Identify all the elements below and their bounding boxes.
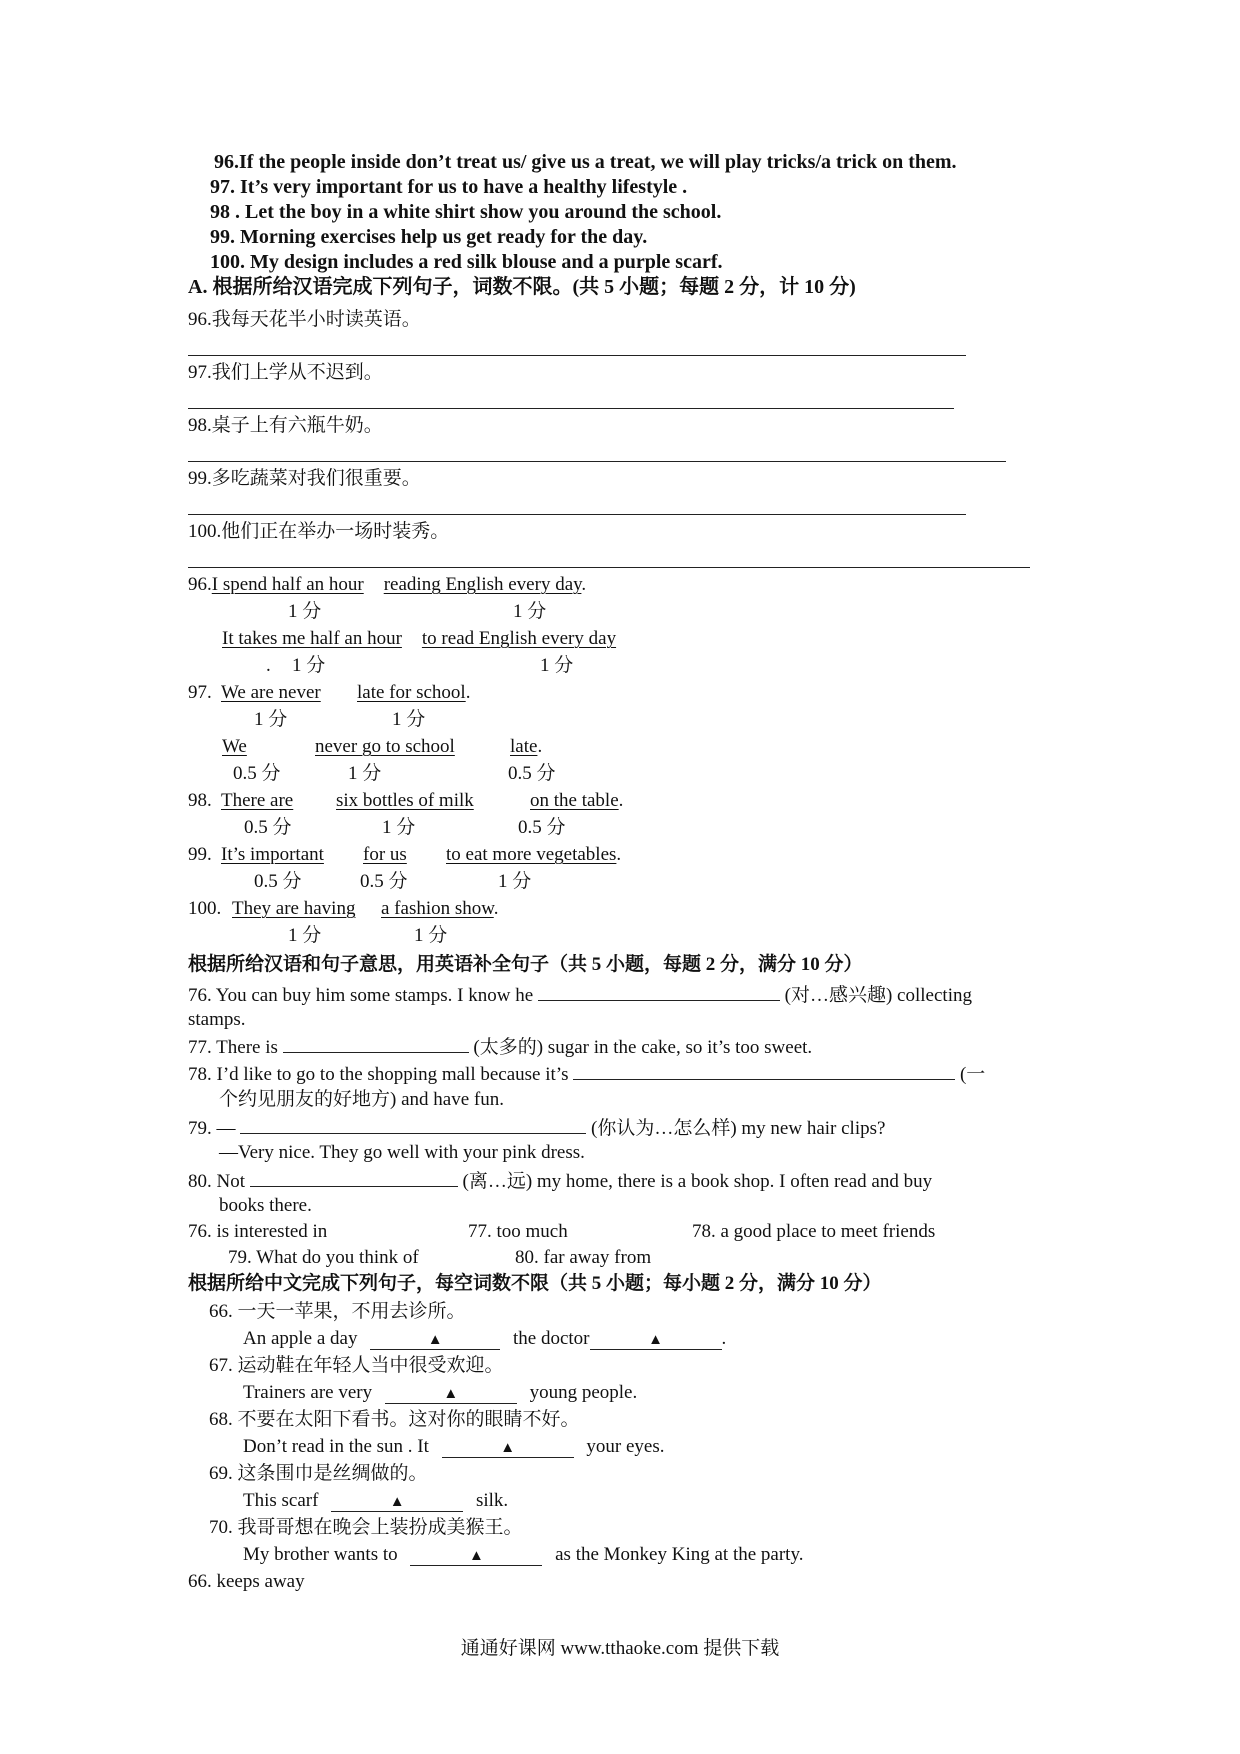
- question-text: Trainers are very: [243, 1382, 373, 1403]
- question-text: as the Monkey King at the party.: [555, 1544, 804, 1565]
- score-97-line1: [188, 681, 212, 705]
- question-98: 98.桌子上有六瓶牛奶。: [188, 415, 383, 436]
- question-76-cont: stamps.: [188, 1009, 246, 1030]
- question-text: My brother wants to: [243, 1544, 398, 1565]
- score-96-line2: [222, 627, 616, 651]
- blank-marker: ▲: [590, 1331, 722, 1350]
- question-text: Don’t read in the sun . It: [243, 1436, 429, 1457]
- answer-part: I spend half an hour: [211, 574, 364, 595]
- period: .: [721, 1328, 727, 1349]
- page-footer: 通通好课网 www.tthaoke.com 提供下载: [460, 1638, 780, 1659]
- question-69: [243, 1489, 508, 1513]
- answer-part: six bottles of milk: [336, 790, 474, 811]
- question-text: (一: [959, 1064, 986, 1085]
- section-a-heading: A. 根据所给汉语完成下列句子，词数不限。(共 5 小题；每题 2 分，计 10 分): [188, 276, 856, 298]
- question-text: young people.: [529, 1382, 638, 1403]
- answer-part: We: [222, 736, 247, 757]
- question-100: 100.他们正在举办一场时装秀。: [188, 521, 450, 542]
- score-label: 1 分: [414, 925, 448, 946]
- answer-part: We are never: [221, 682, 321, 703]
- answer-66: 66. keeps away: [188, 1571, 305, 1592]
- answer-part-wrap: [357, 681, 470, 705]
- answer-96: 96.If the people inside don’t treat us/ give us a treat, we will play tricks/a trick on them.: [214, 151, 957, 173]
- question-96: 96.我每天花半小时读英语。: [188, 309, 421, 330]
- question-text: This scarf: [243, 1490, 319, 1511]
- period: .: [465, 682, 471, 703]
- answer-part: They are having: [232, 898, 356, 919]
- score-label: 1 分: [292, 655, 326, 676]
- answer-76: 76. is interested in: [188, 1221, 328, 1242]
- score-label: 1 分: [382, 817, 416, 838]
- blank-line: [538, 982, 780, 1001]
- question-68: [243, 1435, 665, 1459]
- score-label: 1 分: [348, 763, 382, 784]
- question-76: [188, 982, 972, 1008]
- score-label: 0.5 分: [518, 817, 566, 838]
- score-label: 1 分: [540, 655, 574, 676]
- section-2-heading: 根据所给汉语和句子意思，用英语补全句子（共 5 小题，每题 2 分，满分 10 分）: [188, 954, 863, 975]
- score-label: 1 分: [288, 601, 322, 622]
- answer-97: 97. It’s very important for us to have a healthy lifestyle .: [210, 176, 688, 198]
- score-label: 0.5 分: [244, 817, 292, 838]
- answer-part: There are: [221, 790, 294, 811]
- answer-part-wrap: on the table.: [530, 790, 624, 811]
- question-number: 96.: [188, 574, 212, 595]
- score-label: 1 分: [513, 601, 547, 622]
- question-80-cont: books there.: [219, 1195, 312, 1216]
- answer-line: [188, 355, 966, 356]
- question-78: [188, 1061, 985, 1087]
- blank-marker: ▲: [385, 1385, 517, 1404]
- question-text: (离…远) my home, there is a book shop. I often read and buy: [462, 1171, 933, 1192]
- question-80: [188, 1168, 932, 1194]
- score-label: 0.5 分: [360, 871, 408, 892]
- score-label: 1 分: [254, 709, 288, 730]
- answer-98: 98 . Let the boy in a white shirt show you around the school.: [210, 201, 722, 223]
- score-label: 0.5 分: [233, 763, 281, 784]
- question-number: 100.: [188, 898, 222, 919]
- question-text: the doctor: [512, 1328, 590, 1349]
- question-67: [243, 1381, 637, 1405]
- question-66: [243, 1327, 726, 1351]
- section-3-heading: 根据所给中文完成下列句子，每空词数不限（共 5 小题；每小题 2 分，满分 10 分）: [188, 1273, 882, 1294]
- question-70-cn: 70. 我哥哥想在晚会上装扮成美猴王。: [209, 1517, 523, 1538]
- question-79: [188, 1115, 885, 1141]
- answer-part: to read English every day: [421, 628, 617, 649]
- score-label: 1 分: [392, 709, 426, 730]
- answer-80: 80. far away from: [515, 1247, 652, 1268]
- question-79-reply: —Very nice. They go well with your pink dress.: [219, 1142, 585, 1163]
- score-96-line1: [188, 573, 586, 597]
- question-number: 97.: [188, 682, 212, 703]
- score-label: 0.5 分: [254, 871, 302, 892]
- answer-part-wrap: to eat more vegetables.: [446, 844, 622, 865]
- answer-part: to eat more vegetables: [446, 844, 617, 865]
- answer-part: late for school: [357, 682, 466, 703]
- question-78-cont: 个约见朋友的好地方) and have fun.: [219, 1089, 504, 1110]
- question-69-cn: 69. 这条围巾是丝绸做的。: [209, 1463, 428, 1484]
- answer-79: 79. What do you think of: [228, 1247, 419, 1268]
- blank-marker: ▲: [331, 1493, 463, 1512]
- question-text: 76. You can buy him some stamps. I know he: [188, 985, 534, 1006]
- question-text: (你认为…怎么样) my new hair clips?: [591, 1118, 886, 1139]
- answer-78: 78. a good place to meet friends: [692, 1221, 936, 1242]
- question-text: 77. There is: [188, 1037, 278, 1058]
- answer-77: 77. too much: [468, 1221, 568, 1242]
- blank-line: [240, 1115, 586, 1134]
- answer-part: reading English every day: [383, 574, 582, 595]
- blank-line: [573, 1061, 955, 1080]
- answer-100: 100. My design includes a red silk blouse and a purple scarf.: [210, 251, 723, 273]
- blank-marker: ▲: [370, 1331, 500, 1350]
- score-label: 1 分: [288, 925, 322, 946]
- answer-part-wrap: a fashion show.: [381, 898, 499, 919]
- question-number: 99.: [188, 844, 212, 865]
- answer-part: It takes me half an hour: [222, 628, 402, 649]
- answer-part-wrap: late.: [510, 736, 543, 757]
- question-77: [188, 1034, 812, 1060]
- score-label: 0.5 分: [508, 763, 556, 784]
- question-text: 80. Not: [188, 1171, 245, 1192]
- answer-line: [188, 408, 954, 409]
- answer-part: late: [510, 736, 538, 757]
- question-66-cn: 66. 一天一苹果，不用去诊所。: [209, 1301, 466, 1322]
- answer-part: It’s important: [221, 844, 324, 865]
- question-text: your eyes.: [586, 1436, 665, 1457]
- question-97: 97.我们上学从不迟到。: [188, 362, 383, 383]
- question-67-cn: 67. 运动鞋在年轻人当中很受欢迎。: [209, 1355, 504, 1376]
- answer-line: [188, 461, 1006, 462]
- question-70: [243, 1543, 803, 1567]
- answer-part: a fashion show: [381, 898, 494, 919]
- score-label: 1 分: [498, 871, 532, 892]
- answer-part: never go to school: [315, 736, 455, 757]
- answer-part: on the table: [530, 790, 619, 811]
- blank-marker: ▲: [410, 1547, 542, 1566]
- question-68-cn: 68. 不要在太阳下看书。这对你的眼睛不好。: [209, 1409, 580, 1430]
- question-number: 98.: [188, 790, 212, 811]
- answer-line: [188, 567, 1030, 568]
- blank-line: [250, 1168, 458, 1187]
- question-text: An apple a day: [243, 1328, 358, 1349]
- question-text: (对…感兴趣) collecting: [784, 985, 972, 1006]
- answer-part: for us: [363, 844, 407, 865]
- blank-line: [283, 1034, 469, 1053]
- question-text: 78. I’d like to go to the shopping mall because it’s: [188, 1064, 569, 1085]
- answer-line: [188, 514, 966, 515]
- blank-marker: ▲: [442, 1439, 574, 1458]
- period: .: [266, 655, 271, 676]
- answer-99: 99. Morning exercises help us get ready for the day.: [210, 226, 648, 248]
- question-99: 99.多吃蔬菜对我们很重要。: [188, 468, 421, 489]
- question-text: (太多的) sugar in the cake, so it’s too sweet.: [473, 1037, 813, 1058]
- question-text: 79. —: [188, 1118, 236, 1139]
- question-text: silk.: [475, 1490, 509, 1511]
- period: .: [581, 574, 587, 595]
